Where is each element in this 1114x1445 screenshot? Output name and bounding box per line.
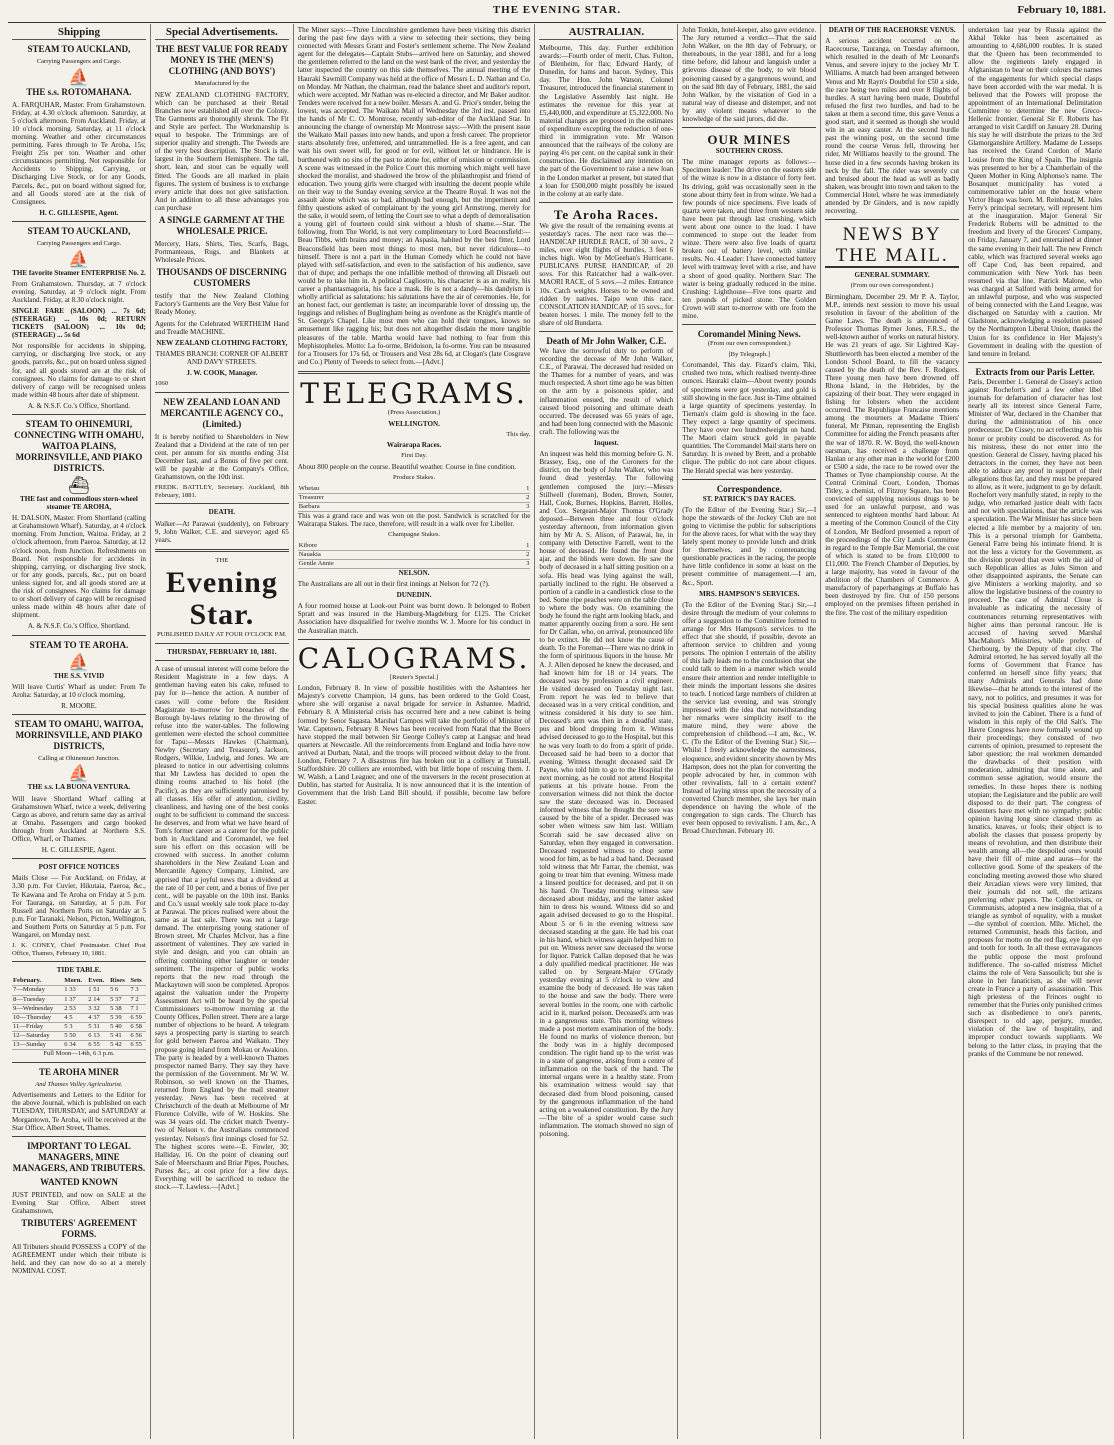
loan-body: It is hereby notified to Shareholders in New Zealand that a Dividend at the rate of ten per cent. per annum for six months ending 31st December last, and a Bonus of five per cent. will be payable at the Company's Office, Grahamstown, on the 10th inst. <box>154 432 289 482</box>
hampson-heading: MRS. HAMPSON'S SERVICES. <box>699 589 800 598</box>
placing: 2 <box>492 493 530 502</box>
tide-cell: 7 3 <box>129 986 146 995</box>
australian-body: Melbourne, This day. Further exhibition awards:—Fourth order of merit, Chas. Fulton, of Blenheim, for flax; Edward Hardy, of Dunedin, for hams and bacon. Sydney, This day. The Hon. John Watson, Colonel Treasurer, introduced the financial statement in the Legislative Assembly last night. He estimates the revenue for this year at £5,440,000, and expenditure at £5,322,000. No material changes are proposed in the estimates of expenditure excepting the reduction of one-third in immigration vote. Mr Watson announced that the railways of the colony are paying 4½ per cent. on the capital sunk in their construction. He disclaimed any intention on the part of the Government to raise a new loan in the London market at present, but stated that a loan for £500,000 might possibly be issued in the colony at an early date. <box>539 44 674 198</box>
divider <box>155 392 289 393</box>
divider <box>12 221 146 222</box>
tide-cell: 7 1 <box>129 1004 146 1013</box>
wellington-heading: WELLINGTON. <box>388 419 440 428</box>
ship-icon: ⛵ <box>68 249 90 269</box>
venus-heading: DEATH OF THE RACEHORSE VENUS. <box>828 26 956 34</box>
nelson-body: The Australians are all out in their first innings at Nelson for 72 (?). <box>297 580 490 589</box>
column-5 <box>677 24 820 1439</box>
result-row <box>298 502 531 511</box>
tide-cell: 5 42 <box>109 1041 129 1050</box>
horse-name: Whetau <box>298 485 493 494</box>
divider <box>825 219 959 220</box>
tide-cell: 6 34 <box>63 1041 87 1050</box>
inquest-heading: Inquest. <box>594 439 619 448</box>
tide-cell: 6 59 <box>129 1013 146 1022</box>
general-summary-heading: GENERAL SUMMARY. <box>854 271 930 280</box>
te-aroha-races-heading: Te Aroha Races. <box>553 206 659 222</box>
death-title: DEATH. <box>208 508 236 517</box>
tide-cell: 12—Saturday <box>12 1031 63 1040</box>
clothing-title: THE BEST VALUE FOR READY MONEY IS THE (MEN'S) CLOTHING (AND BOYS') <box>155 44 288 76</box>
divider <box>682 324 816 325</box>
ad3-title: STEAM TO OHINEMURI, CONNECTING WITH OMAHU, WAITOA PLAINS, MORRINSVILLE, AND PIAKO DISTRICTS. <box>14 419 144 473</box>
tide-cell: 7—Monday <box>12 986 63 995</box>
masthead-pub: PUBLISHED DAILY AT FOUR O'CLOCK P.M. <box>157 631 287 639</box>
produce-heading: Produce Stakes. <box>393 474 436 481</box>
ad4-title: STEAM TO TE AROHA. <box>29 639 129 650</box>
clothing-branch: THAMES BRANCH: CORNER OF ALBERT AND DAVY STREETS. <box>155 349 289 366</box>
miner-notes-body: The Miner says:—Three Lincolnshire gentlemen have been visiting this district during the past few days with a view to selecting their sections, they being connected with Messrs Grant and Foster's settlement scheme. The New Zealand agent for the delegates—Captain Stubs—arrived here on Saturday, and showed the gentlemen referred to the land on the west bank of the river, and yesterday the latter inspected the country on this side themselves. The annual meeting of the Hauraki Sawmill Company was held at the office of Messrs L. D. Nathan and Co. on Monday. Mr Nathan, the chairman, read the balance sheet and auditor's report, which were accepted. Mr Nathan was re-elected a director, and Mr Baker auditor. Tenders were received for a new boiler. Messrs A. and G. Price's tender, being the lowest, was accepted. The Waikato Mail of Wednesday the 3rd inst. passed into the hands of Mr C. O. Montrose, recently sub-editor of the Auckland Star. In announcing the change of ownership Mr Montrose says:—With the present issue the Waikato Mail passes into new hands, and upon a fresh career. The proprietor starts absolutely free, unfettered, and untrammelled. He is a free agent, and can wait his own sweet will, for good or for evil, without let or hindrance. He is burthened with no sins of the past to atone for, either of omission or commission. A scene was witnessed in the Police Court this morning which might well have shocked the moralist, and shadowed the brow of the philanthropist and friend of education. Two young girls were charged with insulting the decent people while on their way to the Sunday evening service at the Theatre Royal. It was not the assault alone which was so bad, although bad enough, but the impertinent and filthy questions asked of complainant by the young girl Armstrong, merely for the sake, it would seem, of letting the Court see to what a depth of demoralisation a young girl of fourteen could sink without a blush of shame.—Star. The following, from The World, is not very complimentary to Lord Beaconsfield:—Beau Tibbs, with brains and money; an Aspasia, habited by the best fitter, Lord Beaconsfield has been most things to most men, but never ridiculous—to himself. There is not a part in the Human Comedy which he could not have played with self-satisfaction, and even to the satisfaction of his audience, save that of dupe; and perhaps the one infallible method of throwing all Disraeli out would be to take him in. A political Cagliostro, his character is as an reality, his career a phantasmagoria, his face a mask. He is not a dandy—his dandyism is wholly artificial as salutations: his salutations have the air of ceremonies. He, for an honest fact, our gentleman is taste; an incomparable lover of dressing up, the leggings and relishes of Buglingham being as overdone as the Knight's mantle of St. George's Chapel. Like most men who can hold their tongues, knows no amusement like ragging his; but does not altogether disdain the more tangible pleasures of the table. Martha would have had nothing to fear from this Mephistopheles. Motto: La fo-orme, Bridoison, la fo-orme. You can be measured for a Trousers for 17s 6d, or Trousers and Vest 28s 6d, at Clogan's (late Cosgrave and Co.) Plenty of Tweeds to select from.—[Advt.] <box>297 26 531 366</box>
ad2-ship: THE favorite Steamer ENTERPRISE No. 2. <box>12 268 146 277</box>
correspondence-heading: Correspondence. <box>716 483 782 494</box>
tide-cell: 5 31 <box>87 1022 109 1031</box>
divider <box>682 479 816 480</box>
ad-ref: 1060 <box>154 380 169 388</box>
divider <box>155 549 289 552</box>
ad2-fares: SINGLE FARE (SALOON) ... 7s 6d; (STEERAGE) ... 10s 0d; RETURN TICKETS (SALOON) ... 10s 0d; (STEERAGE) ... 5s 6d <box>12 306 146 340</box>
tide-header-cell: Rises <box>109 977 129 986</box>
southern-cross-heading: SOUTHERN CROSS. <box>715 147 783 156</box>
tide-cell: 13—Sunday <box>12 1041 63 1050</box>
loan-title: NEW ZEALAND LOAN AND MERCANTILE AGENCY CO., (Limited.) <box>160 396 284 429</box>
death-walker-body: We have the sorrowful duty to perform of recording the decease of Mr John Walker, C.E., of Parawai. The deceased had resided on the Thames for a number of years, and was much respected. A short time ago he was bitten on the arm by a poisonous spider, and inflammation ensued, the result of which caused blood poisoning and ultimate death occurred. The deceased was 65 years of age, and had been long connected with the Masonic craft. The following was the <box>539 347 674 436</box>
shipping-heading: Shipping <box>12 26 146 40</box>
ad1-sub: Carrying Passengers and Cargo. <box>36 58 122 65</box>
ad5-body: Will leave Shortland Wharf calling at Grahamstown Wharf, twice a week, delivering Cargo as above, and return same day as arrival at Omahu. Passengers and cargo booked through from Auckland at Northern S.S. Office, Wharf, or Thames. <box>12 794 146 844</box>
loan-sign: FREDK. BATTLEY, Secretary. Auckland, 8th February, 1881. <box>154 484 289 499</box>
clothing-sub: Manufactured by the <box>194 80 250 87</box>
tide-header-cell: Even. <box>87 977 109 986</box>
tide-row <box>12 1004 146 1013</box>
result-row <box>298 542 531 551</box>
ad2-body: From Grahamstown. Thursday, at 7 o'clock evening. Saturday, at 9 o'clock night. From Auckland. Friday, at 8.30 o'clock night. <box>12 279 146 304</box>
coromandel-body: Coromandel, This day. Fizard's claim, Tiki, crushed two tons, which realised twenty-three ounces. Hauraki claim—About twenty pounds of specimens were got yesterday, and gold is still showing in the face. Just in-Time obtained a large quantity of specimens yesterday. In Tiernan's claim gold is showing in the face. They expect a large quantity of specimens. They have over two hundredweight on hand. The Maori claim struck gold in payable quantities. The Coromandel Mail starts here on Saturday. It is owned by Brett, and a probable clique. The public do not care about cliques. The Herald special was here yesterday. <box>682 361 817 475</box>
tributers-title: TRIBUTERS' AGREEMENT FORMS. <box>21 1218 137 1240</box>
column-4 <box>534 24 677 1439</box>
st-patricks-body: (To the Editor of the Evening Star.) Sir,—I hope the stewards of the Jockey Club are not going to victimise the public for subscriptions for the above races, for what with the way they lately spent money to provide lunch and drink for themselves, and by countenancing questionable practices in the racing, the people have little confidence in some at least on the present committee of management.—I am, &c., Sport. <box>682 505 817 587</box>
divider <box>155 503 289 504</box>
divider <box>539 202 673 203</box>
tide-cell: 3 32 <box>87 1004 109 1013</box>
tide-cell: 5 41 <box>109 1031 129 1040</box>
column-3 <box>293 24 535 1439</box>
ship-icon: ⛵ <box>68 764 90 784</box>
ad1-body: A. FARQUHAR, Master. From Grahamstown. Friday, at 4.30 o'clock afternoon. Saturday, at 5 o'clock afternoon. From Auckland. Friday, at 10 o'clock morning. Saturday, at 11 o'clock morning. Weather and other circumstances permitting. Fares through to Te Aroha, 15s; Freight 25s per ton. Weather and other circumstances permitting. Not responsible for Accidents to Shipping, Carrying, or Discharging Live Stock, or for any Goods, Parcels, &c., put on board without signed for, and all Goods stored are at the risk of Consignees. <box>12 100 146 206</box>
inquest-body: An inquest was held this morning before G. N. Brassey, Esq., one of the Coroners for the district, on the body of John Walker, who was found dead yesterday. The following gentlemen composed the jury:—Messrs Stillwell (foreman), Boden, Brown, Souter, Hall, Cook, Burnes, Hopkins, Barrett, Holles, and Cox. Sergeant-Major Thomas O'Grady deposed—Between three and four o'clock yesterday afternoon, from information given him by Mr A. S. Alison, of Parawai, he, in company with Detective Farrell, went to the house of deceased. He found the front door ajar, and the blinds were down. He saw the body of deceased in a half sitting position on a sofa. His head was lying against the wall, partially inclined to the right. He observed a portion of a candle in a candlestick close to the bed. Some ripe peaches were on the table close to where the body was. On examining the body he found the right arm looking black, and matter apparently oozing from a sore. He sent for Dr Callan, who, on arrival, pronounced life to be extinct. He did not know the cause of death. To the Foreman—There was no drink in the form of spirituous liquors in the house. Mr A. J. Allen deposed he knew the deceased, and had known him for 18 or 14 years. The deceased was by profession a civil engineer. He visited deceased on Tuesday night last. From report he was led to believe that deceased was in a very critical condition, and witness considered it his duty to see him. Deceased's arm was then in a dreadful state, pus and blood dropping from it. Witness advised deceased to go to the Hospital, but this he was very loath to do from a spirit of pride. Deceased said he had been to a doctor that evening. Witness thought deceased said Dr Payne, who told him to go to the Hospital the next morning, as he could not attend Hospital patients at his private house. From the conversation witness did not think the doctor saw the state deceased was in. Deceased informed witness that he thought the sore was caused by the bite of a spider. Deceased was sober when witness saw him last. William Scorrah said he saw deceased alive on Saturday, when they engaged in conversation. Deceased requested witness to chop some wood for him, as he had a bad hand. Deceased told witness that Mr Farrar, the chemist, was going to treat him that evening. Witness made a linseed poultice for deceased, and put it on his hand. On Tuesday morning witness saw deceased about midday, and the latter asked him to dress his wound. Witness did so and again advised deceased to go to the Hospital. About 5 or 6 in the evening witness saw deceased standing at the gate. He had his coat in his hand, which witness again helped him to put on. Witness never saw deceased the worse for liquor. Patrick Callan deposed that he was a duly qualified medical practitioner. He was called on by Sergeant-Major O'Grady yesterday evening at 5 o'clock to view and examine the body of deceased. He was taken to the house and saw the body. There were several bottles in the room, one with carbolic acid in it, marked poison. Deceased's arm was in a gangrenous state. This morning witness made a post mortem examination of the body. He found no marks of violence thereon, but the body was in a highly decomposed condition. The right hand up to the wrist was in a state of gangrene, arising from a centre of inflammation on the back of the hand. The internal organs were in a healthy state. From his examination witness would say that deceased died from blood poisoning, caused by the gangrenous inflammation of the hand acting on a weakened constitution. By the Jury—The bite of a spider would cause such inflammation. The stomach showed no sign of poisoning. <box>539 450 674 1138</box>
news-by-mail-heading: NEWS BY THE MAIL. <box>825 224 959 268</box>
ship-icon: ⛴ <box>68 476 90 495</box>
result-row <box>298 559 531 568</box>
coromandel-sub: (From our own correspondent.) <box>707 340 791 348</box>
tide-cell: 2 14 <box>87 995 109 1004</box>
tide-row <box>12 1041 146 1050</box>
telegrams-heading: TELEGRAMS. <box>300 376 528 410</box>
tide-cell: 8—Tuesday <box>12 995 63 1004</box>
tide-cell: 7 2 <box>129 995 146 1004</box>
tide-row <box>12 1031 146 1040</box>
te-aroha-races-body: We give the result of the remaining events at yesterday's races. The next race was the— HANDICAP HURDLE RACE, of 30 sovs., 2 miles, over eight flights of hurdles, 3 feet 6 inches high. Won by McGeehan's Hurricane. PUBLICANS PURSE HANDICAP, of 20 sovs. For this Ratcatcher had a walk-over. MAORI RACE, of 5 sovs.—2 miles. Entrance 10s. Catch weights. Horses to be owned and ridden by natives. Taipo won this race. CONSOLATION HANDICAP, of 15 sovs., for beaten horses. 1 mile. The money fell to the share of old Bundarra. <box>539 221 674 327</box>
races-intro: About 800 people on the course. Beautiful weather. Course in fine condition. <box>297 462 517 471</box>
placing: 1 <box>501 542 530 551</box>
tide-title: TIDE TABLE. <box>56 966 102 975</box>
ad1-ship: THE s.s. ROTOMAHANA. <box>26 86 132 97</box>
tide-cell: 6 55 <box>129 1041 146 1050</box>
clothing-testify: testify that the New Zealand Clothing Factory's Garments are the Very Best Value for Ready Money. <box>154 292 289 317</box>
result-row <box>298 550 531 559</box>
column-2 <box>150 24 293 1439</box>
nelson-heading: NELSON. <box>398 568 430 577</box>
divider <box>155 643 289 644</box>
hampson-body: (To the Editor of the Evening Star.) Sir,—I desire through the medium of your columns to offer a suggestion to the Committee formed to arrange for Mrs Hampson's services to the effect that she should, if possible, devote an afternoon service to children and young persons. The opinion I entertain of the ability of this lady leads me to the conclusion that she could talk to them in a manner which would ensure their attention and render intelligible to their minds the important lessons she desires to teach. I noticed large numbers of children at the service last evening, and was strongly impressed with the idea that notwithstanding her remarks were simplicity itself to the mature mind, they were above the comprehension of childhood.—I am, &c., W. C. (To the Editor of the Evening Star.) Sir,—Whilst I freely acknowledge the earnestness, eloquence, and evident sincerity shown by Mrs Hampson, does not the plan for converting the people advocated by her, in common with other revivalists, fall to a certain extent? Instead of laying stress upon the necessity of a converted Church member, she lays her main dependence on having the whole of the congregation to sign cards. The Church has ever been opposed to revivalism. I am, &c., A Broad Churchman. February 10. <box>682 600 817 836</box>
champagne-heading: Champagne Stakes. <box>388 531 441 539</box>
horse-name: Kibore <box>298 542 501 551</box>
post-sign: J. K. CONEY, Chief Postmaster. Chief Post Office, Thames, February 10, 1881. <box>12 942 146 957</box>
horse-name: Treasurer <box>298 493 493 502</box>
ad2-agent: A. & N.S.F. Co.'s Office, Shortland. <box>27 401 131 410</box>
horse-name: Nauakia <box>298 550 501 559</box>
divider <box>298 371 531 374</box>
divider <box>539 331 673 332</box>
venus-body: A serious accident occurred on the Racecourse, Tauranga, on Tuesday afternoon, which resulted in the death of Mr Leonard's Venus, and severe injury to the jockey Mr T. Williams. A match had been arranged between Venus and Mr Rayn's Doubtful for £50 a side, the race being two miles and over 8 flights of hurdles. A start having been made, Doubtful refused the first two hurdles, and had to be taken at them a second time, this gave Venus a good start, and it seemed as though she would win in an easy canter. At the second hurdle past the winning post, on the second time round the course Venus fell, throwing her rider, Mr Williams heavily to the ground. The horse died in a few seconds having broken its neck by the fall. The rider was severely cut and bruised about the head as well as badly shaken, was brought into town and taken to the Commercial Hotel, where he was immediately attended by Dr Ginders, and is now rapidly recovering. <box>825 37 960 216</box>
tide-cell: 2 53 <box>63 1004 87 1013</box>
ship-icon: ⛵ <box>68 652 90 672</box>
ad2-title: STEAM TO AUCKLAND, <box>27 225 131 236</box>
miner-sub: And Thames Valley Agriculturist. <box>35 1080 123 1088</box>
mines-body: The mine manager reports as follows:—Specimen leader: The drive on the eastern side of the winze is now in a distance of forty feet. Its driving, gold was occasionally seen in the stone about thirty feet in from winze. We had a few pounds of nice specimens. Five loads of quartz were taken, and three from western side have been put through last crushing, which went about one ounce to the load. I have commenced to stope out the leader from winze. There were also five loads of quartz broken out of battery level, with similar results. No. 4 Leader: I have connected battery level with tramway level with a rise, and have a shoot of good quality. Northern Star: The water is being gradually reduced in the mine. Crushing: Lighthouse—Five tons quartz and ten pounds of picked stone. The Golden Crown will start to-morrow with ore from the mine. <box>682 158 817 320</box>
special-ads-heading: Special Advertisements. <box>155 26 289 40</box>
tide-cell: 6 13 <box>87 1031 109 1040</box>
tide-cell: 10—Thursday <box>12 1013 63 1022</box>
paper-title: THE EVENING STAR. <box>492 4 622 16</box>
result-row <box>298 485 531 494</box>
column-1 <box>8 24 150 1439</box>
ad4-body: Will leave Curtis' Wharf as under: From Te Aroha: Saturday, at 10 o'clock morning. <box>12 682 146 699</box>
column-6 <box>820 24 963 1439</box>
races-mid: This was a grand race and was won on the post. Sandwick is scratched for the Wairarapa Stakes. The race, therefore, will result in a walk over for Libeller. <box>297 511 531 528</box>
ad2-sub: Carrying Passengers and Cargo. <box>36 239 122 247</box>
general-summary-body: Birmingham, December 29. Mr P. A. Taylor, M.P., intends next session to move his usual resolution in favour of the abolition of the Game Laws. The death is announced of Professor Thomas Rymer Jones, F.R.S., the well-known author of works on natural history. He was 21 years of age. Sir Lightred Kay-Shuttleworth has been elected a member of the London School Board, to fill the vacancy caused by the death of the Rev. F. Rodgers. Three young men have been drowned off Rhona Island, in the Hebrides, by the capsizing of their boat. They were engaged in fishing for lobsters when the accident occurred. The Republique Francaise mentions among the mourners at Madame Thiers' funeral, Mr Pitman, representing the English Committee for aiding the French peasants after the war of 1870. R. W. Boyd, the well-known oarsman, has received a challenge from Hanlan or any other man in the world for £200 or £500 a side, the race to be rowed over the Thames or Tyne championship course. At the Central Criminal Court, London, Thomas Titley, a chemist, of Fitzroy Square, has been convicted of supplying noxious drugs to be used for an unlawful purpose, and was sentenced to eighteen months' hard labour. At a meeting of the Common Council of the City of London, Mr Bedford presented a report of the proceedings of the City Lands Committee in regard to the Temple Bar Memorial, the cost of which is stated to be from £10,000 to £11,000. The French Chamber of Deputies, by a large majority, has voted in favour of the abolition of the Chambers of Commerce. A manufactory of paperhangings at Buffalo has been destroyed by fire. Out of 150 persons employed on the premises fifteen perished in the fire. The cost of the military expedition <box>825 292 960 617</box>
races-title: Wairarapa Races. <box>386 441 442 450</box>
divider <box>12 414 146 415</box>
divider <box>12 1136 146 1137</box>
tide-cell: 1 33 <box>63 986 87 995</box>
clothing-nz: NEW ZEALAND CLOTHING FACTORY, <box>156 338 288 347</box>
ad3-agent: A. & N.S.F. Co.'s Office, Shortland. <box>27 622 131 631</box>
placing: 3 <box>492 502 530 511</box>
coromandel-telegraph: [By Telegraph.] <box>728 350 770 358</box>
australian-heading: AUSTRALIAN. <box>539 26 673 40</box>
masthead-the: THE <box>215 556 229 564</box>
paris-letter-body: Paris, December 1. General de Cissey's action against Rochefort's and a few other libel journals for defamation of character has lost nearly all its interest since General Farre, Minister of War, declared in the Chamber that during the administration of his once predecessor, De Cissey, no act reflecting on his honor or probity could be discovered. As for his mistress, these do not enter into the question. General de Cissey, having placed his detractors in the corner, they have not been able to adduce any proof in support of their allegations thus far, and they must be prepared to allow, as it were, judgment to go by default. Rochefort very manfully stated, in reply to the judge, who remarked justice dealt with facts and not with speculations, that the article was a speculation. The War Minister has since been elected a life member by a majority of ten. This is a personal triumph for Gambetta, General Farre being his intimate friend. It is not the less a victory for the Government, as the division proved that even with the aid of such Republican allies as Jules Simon and other disappointed aspirants, the Senate can give Ministers a working majority, and so allow the legislative business of the country to proceed. The case of Admiral Cloue is invaluable as indicating the necessity of countenances returning representatives with higher aims than personal rancour. He is accused of having served Marshal MacMahon's Ministries, while prefect of Cherbourg, by the Deputy of that city. The Admiral retorted, he has served loyally all the forms of Government that France has conferred on herself since fifty years; that many Admirals and Generals had done likewise—that he attends to the interest of the navy, not to politics, and presumes it was for his special business qualities alone he was invited to join the Cabinet. There is a fund of wisdom in this reply of the Old Salt's. The Havre Congress have now formally wound up their proceedings; they consisted of two currents of opinion, presumed to represent the labor question; the real workmen demanded the drawbacks of their position with moderation, admitting that time alone, and common sense agitation, would ensure the remedies. In these hopes there is nothing utopian; the Legislature and the public are well disposed to do their part. The congress of dissenters have met with no sympathy; public opinion having long since classed them as lunatics, knaves, or fools; their object is to abolish the classes that possess property by means of revolution, and then distribute their wealth among all—the despoiled ones would have their fill of mine and auras—for the collective good. Some of the speakers of the concluding meeting avowed those who shared their Arcadian views were very limited, that their journals did not sell, the artizans preferring other papers. The Collectivists, or Communists, adopted a new insignia, that of a triangle as symbol of equality, with a musket—the symbol of coercion. Mlle. Michel, the returned Communist, heads this faction, and proposes for motto on the red flag, eye for eye and tooth for tooth. In all these extravagances the public oppose the most profound indifference. The so-called mistress Michel claims the role of Vera Sassoulich; but she is alone in her fanaticism, as she will never create in France a party of assassination. This high priestess of the Frinces ought to remember that the Furies only punished crimes such as disobedience to one's parents, disrespect to old age, perjury, murder, violation of the law of hospitality, and improper conduct towards suppliants. We belong to the latter class, in praying that the pranks of the Commune be not renewed. <box>968 377 1102 1058</box>
post-title: POST OFFICE NOTICES <box>38 863 120 872</box>
editorial-body: A case of unusual interest will come before the Resident Magistrate in a few days. A gentleman having eaten his cake, refused to pay for it—hence the action. A number of cases will come before the Resident Magistrate to-morrow for breaches of the Borough by-laws relating to the throwing of refuse into the water-tables. The following gentlemen were elected the school committee for Tapu:—Messrs Hawkes (Chairman), Newby (Secretary and Treasurer), Jackson, Rodgers, Wilkie, Ludwig, and Jones. We are pleased to notice in our advertising columns that Mr Lawless has decided to open the dining rooms attached to his hotel (the Pacific), as they are sufficiently patronised by all classes. His offer of attention, civility, cleanliness, and having one of the best cooks ought to be sufficient to command the success he deserves, and from what we have heard of Tom's former career as a caterer for the public both in Auckland and Coromandel, we feel sure his effort on this occasion will be crowned with success. In another column shareholders in the New Zealand Loan and Mercantile Agency Company, Limited, are apprised that a joyful news that a dividend at the rate of 10 per cent, and a bonus of five per cent., will be payable on the 10th inst. Banks and Co.'s usual weekly sale took place to-day at Parawai. The prices realised were about the same as at last sale. There was not a large demand. The enterprising young stationer of Brown street, Mr Charles McIvor, has a fine assortment of valentines. They are varied in style and design, and you can obtain an offering combining either laughter or tender sentiment. The inspector of public works reports that the new road through the Mackaytown will soon be completed. Apropos against the valuation under the Property Assessment Act will be heard by the special Commissioners to-morrow morning at the County Offices, Pollen street. There are a large number of objections to be heard. A telegram says a prospecting party is starting to search for gold between Paeroa and Waikato. They propose going inland from Mokau or Awakino. The party is headed by a well-known Thames prospector named Barry. They say they have the permission of the Government. Mr W. W. Robinson, so well known on the Thames, returned from England by the mail steamer yesterday. News has been received at Christchurch of the death at Melbourne of Mr Florence Colville, wife of W. Hoskins. She was 34 years old. The cricket match Twenty-two of Nelson v. the Australians commenced yesterday. Nelson's first innings closed for 52. The highest scores were—E. Fowler, 30; Halliday, 16. On the point of cleaning out! Sale of Meerschaum and Briar Pipes, Pouches, Purses &c., at cost price for a few days. Everything will be sacrificed to reduce the stock.—T. Lawless.—[Advt.] <box>154 665 289 1192</box>
columns <box>8 24 1106 1439</box>
divider <box>12 858 146 859</box>
tide-row <box>12 1022 146 1031</box>
verdict-body: John Tonkin, hotel-keeper, also gave evidence. The Jury returned a verdict—That the said John Walker, on the 8th day of February, or thereabouts, in the year 1881, and for a long time before, did labour and languish under a grievous disease of the body, to wit blood poisoning caused by a gangrenous wound, and on the said 8th day of February, 1881, the said John Walker, by the visitation of God in a natural way of disease and distemper, and not by any violent means whatever to the knowledge of the said jurors, did die. <box>682 26 817 124</box>
tide-cell: 11—Friday <box>12 1022 63 1031</box>
tide-cell: 5 37 <box>109 995 129 1004</box>
tide-cell: 6 55 <box>87 1041 109 1050</box>
tide-note: Full Moon—14th, 6 3 p.m. <box>43 1050 115 1058</box>
races-day: First Day. <box>401 452 428 460</box>
divider <box>155 660 289 661</box>
miner-title: TE AROHA MINER <box>38 1066 119 1077</box>
tide-table <box>12 977 146 1050</box>
tide-cell: 6 58 <box>129 1022 146 1031</box>
placing: 1 <box>492 485 530 494</box>
wanted-body: JUST PRINTED, and now on SALE at the Evening Star Office, Albert street Grahamstown, <box>12 1190 146 1215</box>
tide-header-cell: Sets <box>129 977 146 986</box>
dunedin-body: A four roomed house at Look-out Point was burnt down. It belonged to Robert Spratt and was insured in the Hamburg-Magdeburg for £125. The Cricket Association have disqualified for twelve months W. J. Moore for his conduct in the Australian match. <box>297 602 531 635</box>
ad5-title: STEAM TO OMAHU, WAITOA, MORRINSVILLE, AND PIAKO DISTRICTS, <box>14 718 144 751</box>
our-mines-heading: OUR MINES <box>707 132 792 148</box>
tide-header-cell: Morn. <box>63 977 87 986</box>
masthead-date: THURSDAY, FEBRUARY 10, 1881. <box>167 648 277 657</box>
clothing-manager: J. W. COOK, Manager. <box>186 369 258 378</box>
ad5-agent: H. C. GILLESPIE, Agent. <box>41 846 117 855</box>
divider <box>12 961 146 962</box>
dunedin-heading: DUNEDIN. <box>396 591 432 600</box>
legal-title: IMPORTANT TO LEGAL MANAGERS, MINE MANAGERS, AND TRIBUTERS. <box>12 1140 146 1173</box>
page-header <box>8 4 1106 23</box>
masthead: Evening Star. <box>165 566 278 632</box>
produce-results <box>298 485 531 512</box>
death-body: Walker—At Parawai (suddenly), on February 9, John Walker, C.E. and surveyor; aged 65 years. <box>154 519 289 544</box>
horse-name: Gentle Annie <box>298 559 501 568</box>
cable-body: London, February 8. In view of possible hostilities with the Ashantees her Majesty's corvette Champion, 14 guns, has been ordered to the Gold Coast, where she will organise a naval brigade for service in Ashantee. Madrid, February 8. A Ministerial crisis has occurred here and a new cabinet is being formed by Senor Sagasta. Marshal Campos will take the portfolio of Minister of War. Capetown, February 8. News has been received from Natal that the Boers have stopped the mail between Sir George Colley's camp at Langsac and head quarters at Newcastle. All the reinforcements from England and India have now arrived at Durban, Natal, and the troops will proceed without delay to the front. London, February 7. A disastrous fire has broken out in a colliery at Tunstall, Staffordshire. 20 colliers are entombed, with but little hope of rescuing them. J. W. Walsh, a Land Leaguer, and one of the traversers in the recent prosecution at Dublin, has started for Australia. It is now announced that it is the intention of Government that the Irish Land Bill should, if possible, become law before Easter. <box>297 684 531 806</box>
tide-cell: 5 6 <box>109 986 129 995</box>
column-7 <box>963 24 1106 1439</box>
paris-letter-heading: Extracts from our Paris Letter. <box>975 366 1095 377</box>
clothing-single: A SINGLE GARMENT AT THE WHOLESALE PRICE. <box>158 215 285 236</box>
clothing-mercery: Mercery, Hats, Shirts, Ties, Scarfs, Bags, Portmanteaus, Rugs, and Blankets at Wholesale Prices. <box>154 240 289 265</box>
clothing-thousands: THOUSANDS OF DISCERNING CUSTOMERS <box>156 267 287 289</box>
ad5-sub: Calling at Ohinemuri Junction. <box>38 754 120 762</box>
calograms-heading: CALOGRAMS. <box>297 641 531 675</box>
summary-continued-body: undertaken last year by Russia against the Akhal Tekke has been ascertained as amounting to 4,686,000 roubles. It is stated that the Queen has been recommended to allow the regiments lately engaged in Afghanistan to bear on their colours the names of the engagements for which special clasps have been accorded with the war medal. It is believed that the Powers will propose the appointment of an International Delimitation Committee to determine the new Greco-Hellenic frontier. General Sir F. Roberts has arranged to visit Cardiff on January 28. During his stay he will distribute the prizes to the 3rd Glamorganshire Artillery. Madame de Lesseps has received the Grand Cordon of Marie Louise from the King of Spain. The insignia was presented to her by a Chamberlain of the Queen Mother in King Alphonso's name. The Bosanquet municipality has voted a commemorative tablet on the house where Victor Hugo was born. M. Reinbaud, M. Jules Ferry's principal secretary, will represent him at the inauguration. Major General Sir Frederick Roberts will be admitted to the freedom and livery of the Grocers' Company, on Friday, January 7, and entertained at dinner the same evening in their hall. The new French cable, which was fractured several weeks ago off Cape Cod, has been repaired, and communication with New York has been resumed via that line. Patrick Malone, who was charged at Salford with being armed for an unlawful purpose, and who was suspected of being connected with the Land League, was discharged on Saturday with a caution. Mr Gladstone, acknowledging a resolution passed by the Northampton Liberal Union, thanks the Union for its confidence in Her Majesty's Government in dealing with the question of land tenure in Ireland. <box>968 26 1102 358</box>
result-row <box>298 493 531 502</box>
tide-cell: 5 50 <box>63 1031 87 1040</box>
tide-cell: 5 39 <box>109 1013 129 1022</box>
divider <box>298 639 531 640</box>
ad5-ship: THE s.s. LA BUONA VENTURA. <box>27 783 131 792</box>
tide-cell: 9—Wednesday <box>12 1004 63 1013</box>
this-day: This day. <box>506 430 531 438</box>
tide-cell: 5 38 <box>109 1004 129 1013</box>
press-association: (Press Association.) <box>387 408 441 416</box>
tide-header-cell: February. <box>12 977 63 986</box>
ad4-ship: THE S.S. VIVID <box>53 671 105 680</box>
page-date: February 10, 1881. <box>1017 4 1106 16</box>
champagne-results <box>298 542 531 569</box>
tide-cell: 4 5 <box>63 1013 87 1022</box>
tide-row <box>12 995 146 1004</box>
tide-cell: 1 37 <box>63 995 87 1004</box>
tide-cell: 5 40 <box>109 1022 129 1031</box>
ship-icon: ⛵ <box>68 67 90 87</box>
st-patricks-heading: ST. PATRICK'S DAY RACES. <box>702 494 796 503</box>
wanted-title: WANTED KNOWN <box>40 1176 118 1187</box>
ad4-agent: R. MOORE. <box>61 701 97 710</box>
tide-cell: 5 3 <box>63 1022 87 1031</box>
tide-row <box>12 1013 146 1022</box>
ad3-body: H. DALSON, Master. From Shortland (calling at Grahamstown Wharf). Saturday, at 4 o'clock morning. From Junction, Waitoa. Friday, at 2 o'clock afternoon, from Paeroa. Saturday, at 12 o'clock noon, from Junction. Refreshments on Board. Not responsible for accidents in shipping, carrying, or discharging live stock, or for any goods, parcels, &c., put on board unless signed for, and all goods stored are at the risk of consignees. No claims for damage to or short delivery of cargo will be recognised unless made within 48 hours after date of shipment. <box>12 514 146 620</box>
clothing-agents: Agents for the Celebrated WERTHEIM Hand and Treadle MACHINE. <box>154 319 289 336</box>
divider <box>968 362 1102 363</box>
ad1-title: STEAM TO AUCKLAND, <box>27 44 131 54</box>
tide-cell: 6 56 <box>129 1031 146 1040</box>
death-walker-heading: Death of Mr John Walker, C.E. <box>546 336 667 346</box>
horse-name: Barbara <box>298 502 493 511</box>
tide-cell: 1 51 <box>87 986 109 995</box>
ad3-ship: THE fast and commodious stern-wheel steamer TE AROHA, <box>20 495 138 512</box>
ad1-agent: H. C. GILLESPIE, Agent. <box>39 208 119 217</box>
divider <box>12 635 146 636</box>
tributers-body: All Tributers should POSSESS a COPY of the AGREEMENT under which their tribute is held, and they can now do so at a merely NOMINAL COST. <box>12 1243 146 1276</box>
tide-row <box>12 986 146 995</box>
divider <box>682 127 816 128</box>
tide-header-row <box>12 977 146 986</box>
placing: 2 <box>501 550 530 559</box>
ad2-note: Not responsible for accidents in shipping, carrying, or discharging live stock, or any goods, parcels, &c., put on board unless signed for, and all goods stored are at the risk of consignees. No claims for damage to or short delivery of cargo will be recognised unless made within 48 hours after date of shipment. <box>12 342 146 399</box>
tide-cell: 4 37 <box>87 1013 109 1022</box>
coromandel-heading: Coromandel Mining News. <box>697 329 801 340</box>
miner-body: Advertisements and Letters to the Editor for the above Journal, which is published on each TUESDAY, THURSDAY, and SATURDAY at Morgantown, Te Aroha, will be received at the Star Office, Albert Street, Thames. <box>12 1091 146 1132</box>
placing: 3 <box>501 559 530 568</box>
divider <box>12 714 146 715</box>
reuters: [Reuter's Special.] <box>389 673 439 681</box>
general-summary-sub: (From our own correspondent.) <box>850 282 934 290</box>
post-body: Mails Close — For Auckland, on Friday, at 3.30 p.m. For Cuvier, Hikutaia, Paeroa, &c., Te Kawana and Te Aroha on Friday at 5 p.m. For Tauranga, on Saturday, at 5 p.m. For Russell and Northern Ports on Saturday at 5 p.m. For Taranaki, Nelson, Picton, Wellington, and Southern Ports on Saturday at 5 p.m. For Wangarei, on Monday next. <box>12 874 146 939</box>
clothing-body: NEW ZEALAND CLOTHING FACTORY, which can be purchased at their Retail Branches now established all over the Colony. The Garments are thoroughly shrunk. The Fit and Style are perfect. The Workmanship is equal to bespoke. The Trimmings are of superior quality and strength. The Tweeds are of the very best description. The Stock is the largest in the Southern Hemisphere. The tall, short, lean, and stout can be equally well fitted. The Goods are all marked in plain figures. The system of business is to exchange every article that does not give satisfaction. And in addition to all these advantages you can purchase <box>154 90 289 212</box>
divider <box>12 1062 146 1063</box>
